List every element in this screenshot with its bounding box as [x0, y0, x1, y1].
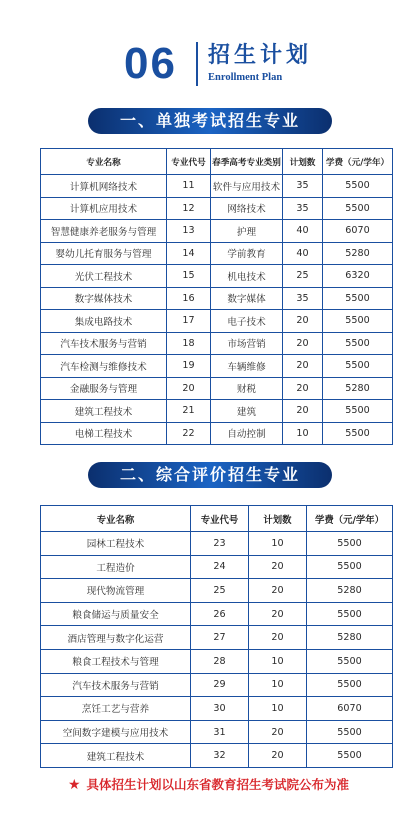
table-cell: 14	[167, 242, 211, 265]
table-cell: 数字媒体	[211, 287, 283, 310]
column-header: 专业代号	[191, 506, 249, 532]
table-cell: 17	[167, 310, 211, 333]
column-header: 春季高考专业类别	[211, 149, 283, 175]
table-row	[41, 287, 393, 310]
table-cell: 汽车技术服务与营销	[41, 673, 191, 697]
table-cell: 园林工程技术	[41, 532, 191, 556]
table-cell: 20	[283, 400, 323, 423]
table-cell: 20	[283, 332, 323, 355]
table-row	[41, 555, 393, 579]
table-cell: 20	[249, 626, 307, 650]
table-cell: 5500	[323, 422, 393, 445]
table-cell: 12	[167, 197, 211, 220]
table-cell: 酒店管理与数字化运营	[41, 626, 191, 650]
table-row	[41, 532, 393, 556]
table-row	[41, 197, 393, 220]
table-cell: 20	[249, 555, 307, 579]
table-cell: 25	[283, 265, 323, 288]
table-cell: 10	[283, 422, 323, 445]
table-cell: 金融服务与管理	[41, 377, 167, 400]
section1-banner: 一、单独考试招生专业	[88, 108, 332, 134]
table-cell: 5500	[307, 602, 393, 626]
table-row	[41, 332, 393, 355]
table-cell: 电梯工程技术	[41, 422, 167, 445]
table-cell: 工程造价	[41, 555, 191, 579]
table-cell: 10	[249, 649, 307, 673]
table-cell: 护理	[211, 220, 283, 243]
table-cell: 10	[249, 697, 307, 721]
table-cell: 集成电路技术	[41, 310, 167, 333]
table-cell: 35	[283, 287, 323, 310]
section-number: 06	[124, 39, 177, 88]
table-row	[41, 602, 393, 626]
table-cell: 5280	[323, 377, 393, 400]
table-cell: 5500	[307, 744, 393, 768]
table-cell: 光伏工程技术	[41, 265, 167, 288]
table-cell: 汽车检测与维修技术	[41, 355, 167, 378]
column-header: 专业代号	[167, 149, 211, 175]
table-cell: 5500	[323, 332, 393, 355]
table-cell: 15	[167, 265, 211, 288]
table-cell: 现代物流管理	[41, 579, 191, 603]
table-row	[41, 242, 393, 265]
star-icon: ★	[67, 777, 81, 793]
table-row	[41, 579, 393, 603]
table-cell: 23	[191, 532, 249, 556]
table-row	[41, 673, 393, 697]
table-cell: 35	[283, 175, 323, 198]
footnote-text: 具体招生计划以山东省教育招生考试院公布为准	[86, 777, 350, 792]
table-cell: 19	[167, 355, 211, 378]
table-cell: 20	[249, 744, 307, 768]
table-cell: 汽车技术服务与营销	[41, 332, 167, 355]
table-header-row	[41, 506, 393, 532]
table-cell: 28	[191, 649, 249, 673]
table-cell: 5280	[307, 626, 393, 650]
independent-exam-table	[40, 148, 393, 445]
table-cell: 5500	[307, 532, 393, 556]
table-cell: 16	[167, 287, 211, 310]
table-cell: 学前教育	[211, 242, 283, 265]
table-cell: 机电技术	[211, 265, 283, 288]
table-cell: 10	[249, 532, 307, 556]
table-cell: 20	[283, 310, 323, 333]
table-cell: 20	[249, 602, 307, 626]
table-cell: 5500	[323, 287, 393, 310]
table-cell: 软件与应用技术	[211, 175, 283, 198]
table-cell: 6070	[323, 220, 393, 243]
table-cell: 电子技术	[211, 310, 283, 333]
table-cell: 27	[191, 626, 249, 650]
table-cell: 5500	[323, 400, 393, 423]
table-cell: 市场营销	[211, 332, 283, 355]
table-cell: 32	[191, 744, 249, 768]
table-cell: 婴幼儿托育服务与管理	[41, 242, 167, 265]
table-row	[41, 744, 393, 768]
table-cell: 自动控制	[211, 422, 283, 445]
table-cell: 5280	[323, 242, 393, 265]
footnote	[0, 775, 417, 793]
table-cell: 烹饪工艺与营养	[41, 697, 191, 721]
table-cell: 6070	[307, 697, 393, 721]
table-cell: 11	[167, 175, 211, 198]
table-cell: 30	[191, 697, 249, 721]
table-header-row	[41, 149, 393, 175]
section2-banner: 二、综合评价招生专业	[88, 462, 332, 488]
table-row	[41, 310, 393, 333]
table-cell: 车辆维修	[211, 355, 283, 378]
table-cell: 20	[249, 579, 307, 603]
table-cell: 5500	[323, 355, 393, 378]
table-cell: 20	[283, 377, 323, 400]
column-header: 学费（元/学年）	[323, 149, 393, 175]
header-divider	[196, 42, 198, 86]
table-cell: 粮食工程技术与管理	[41, 649, 191, 673]
table-cell: 31	[191, 720, 249, 744]
table-cell: 20	[167, 377, 211, 400]
table-cell: 建筑	[211, 400, 283, 423]
table-cell: 建筑工程技术	[41, 744, 191, 768]
page-header	[0, 36, 417, 92]
table-cell: 21	[167, 400, 211, 423]
table-row	[41, 265, 393, 288]
column-header: 计划数	[283, 149, 323, 175]
page-title: 招生计划	[208, 42, 313, 68]
table-row	[41, 355, 393, 378]
comprehensive-evaluation-table	[40, 505, 393, 768]
table-cell: 25	[191, 579, 249, 603]
table-cell: 5280	[307, 579, 393, 603]
column-header: 学费（元/学年）	[307, 506, 393, 532]
table-cell: 18	[167, 332, 211, 355]
table-cell: 网络技术	[211, 197, 283, 220]
table-cell: 40	[283, 242, 323, 265]
table-row	[41, 697, 393, 721]
table-cell: 5500	[307, 555, 393, 579]
column-header: 计划数	[249, 506, 307, 532]
table-row	[41, 377, 393, 400]
column-header: 专业名称	[41, 506, 191, 532]
table-row	[41, 400, 393, 423]
table-cell: 6320	[323, 265, 393, 288]
table-cell: 22	[167, 422, 211, 445]
table-cell: 空间数字建模与应用技术	[41, 720, 191, 744]
table-cell: 5500	[323, 175, 393, 198]
page-subtitle: Enrollment Plan	[208, 72, 283, 83]
column-header: 专业名称	[41, 149, 167, 175]
table-cell: 20	[249, 720, 307, 744]
table-cell: 13	[167, 220, 211, 243]
table-cell: 5500	[307, 720, 393, 744]
table-cell: 40	[283, 220, 323, 243]
table-row	[41, 649, 393, 673]
table-cell: 粮食储运与质量安全	[41, 602, 191, 626]
table-cell: 5500	[323, 310, 393, 333]
table-row	[41, 220, 393, 243]
table-cell: 26	[191, 602, 249, 626]
table-cell: 5500	[307, 649, 393, 673]
table-cell: 24	[191, 555, 249, 579]
table-row	[41, 175, 393, 198]
table-cell: 财税	[211, 377, 283, 400]
table-cell: 20	[283, 355, 323, 378]
table-cell: 建筑工程技术	[41, 400, 167, 423]
table-cell: 智慧健康养老服务与管理	[41, 220, 167, 243]
table-cell: 5500	[323, 197, 393, 220]
table-cell: 35	[283, 197, 323, 220]
table-cell: 10	[249, 673, 307, 697]
table-cell: 计算机网络技术	[41, 175, 167, 198]
table-row	[41, 626, 393, 650]
table-row	[41, 720, 393, 744]
table-cell: 29	[191, 673, 249, 697]
table-cell: 计算机应用技术	[41, 197, 167, 220]
table-cell: 5500	[307, 673, 393, 697]
table-cell: 数字媒体技术	[41, 287, 167, 310]
table-row	[41, 422, 393, 445]
